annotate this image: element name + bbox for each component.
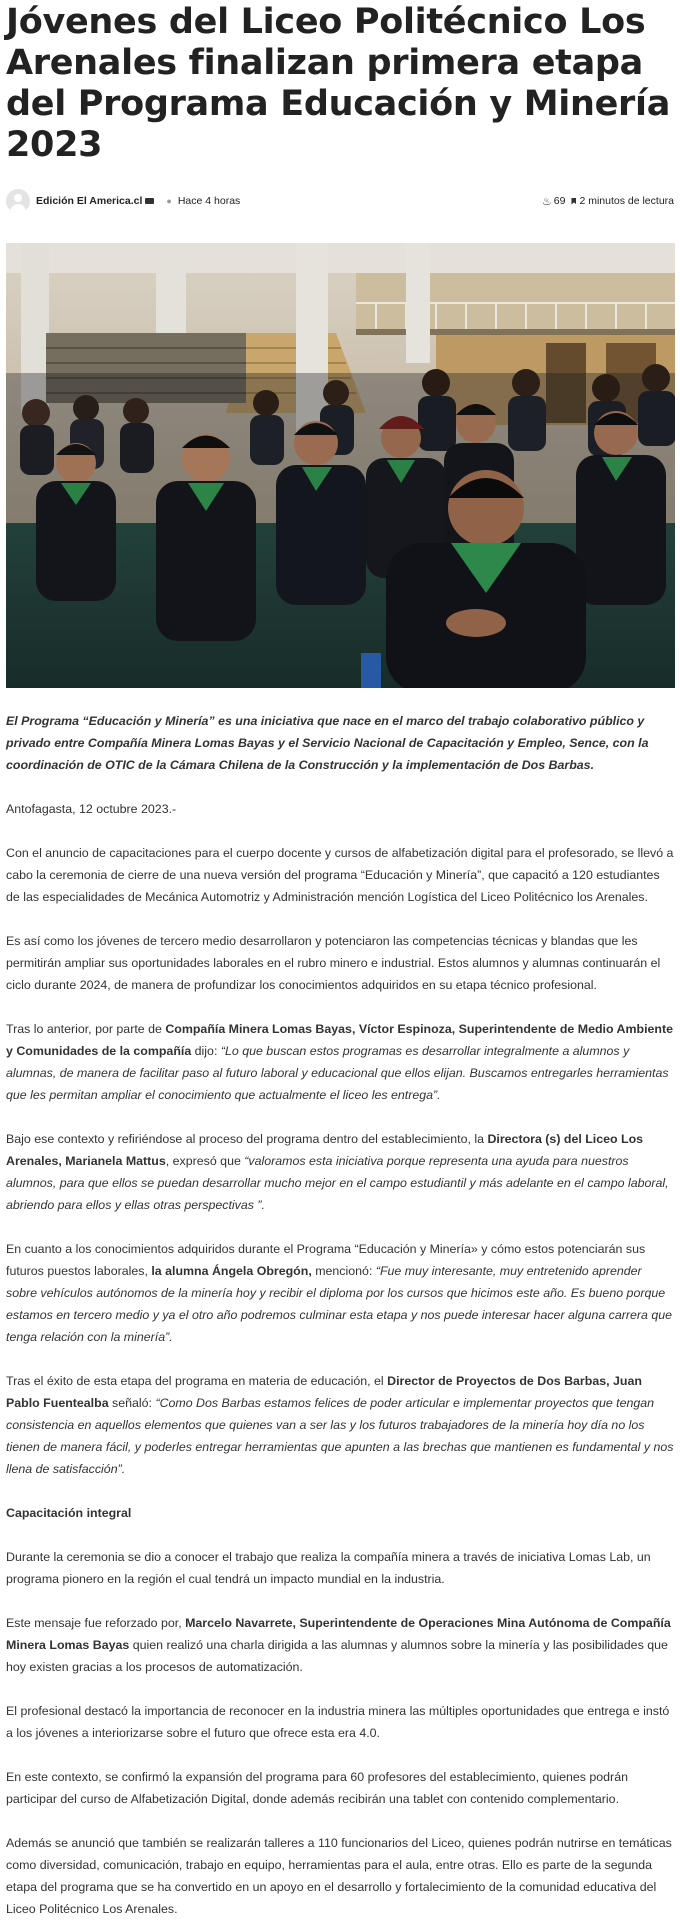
read-time: 2 minutos de lectura xyxy=(579,195,674,207)
text-run: Bajo ese contexto y refiriéndose al proceso del programa dentro del establecimiento, la xyxy=(6,1132,488,1146)
quote-run: “Fue muy interesante, muy entretenido aprender sobre vehículos autónomos de la minería hoy y recibir el diploma por los cursos que hicimos este año. Es bueno porque estamos en tercero medio y ya el otro año podremos culminar esta etapa y nos puede interesar hacer alguna carrera que tenga relación con la minería”. xyxy=(6,1264,673,1344)
hero-photo xyxy=(6,243,675,688)
view-count: 69 xyxy=(553,195,566,207)
paragraph xyxy=(6,1238,674,1348)
bold-run: Marcelo Navarrete, Superintendente de Operaciones Mina Autónoma de Compañía Minera Lomas Bayas xyxy=(6,1616,671,1652)
bold-run: Director de Proyectos de Dos Barbas, Juan Pablo Fuentealba xyxy=(6,1374,642,1410)
paragraph xyxy=(6,1128,674,1216)
article-body xyxy=(6,710,674,1920)
text-run: En cuanto a los conocimientos adquiridos durante el Programa “Educación y Minería» y cómo estos potenciarán sus futuros puestos laborales, xyxy=(6,1242,646,1278)
text-run: quien realizó una charla dirigida a las alumnas y alumnos sobre la minería y las posibilidades que hoy existen gracias a los procesos de automatización. xyxy=(6,1638,668,1674)
paragraph: Es así como los jóvenes de tercero medio desarrollaron y potenciaron las competencias técnicas y blandas que les permitirán ampliar sus oportunidades laborales en el rubro minero e industrial. Estos alumnos y alumnas continuarán el ciclo durante 2024, de manera de profundizar los conocimientos adquiridos en su etapa técnico profesional. xyxy=(6,934,661,992)
text-run: Este mensaje fue reforzado por, xyxy=(6,1616,186,1630)
article-dateline: Antofagasta, 12 octubre 2023.- xyxy=(6,802,177,816)
paragraph: El profesional destacó la importancia de reconocer en la industria minera las múltiples oportunidades que entrega e instó a los jóvenes a interiorizarse sobre el futuro que ofrece esta era 4.0. xyxy=(6,1704,670,1740)
section-subheading: Capacitación integral xyxy=(6,1506,132,1520)
bold-run: Directora (s) del Liceo Los Arenales, Marianela Mattus xyxy=(6,1132,644,1168)
paragraph xyxy=(6,1612,674,1678)
text-run: , expresó que xyxy=(165,1154,245,1168)
flame-icon: ♨ xyxy=(541,195,552,208)
article-title: Jóvenes del Liceo Politécnico Los Arenales finalizan primera etapa del Programa Educación y Minería 2023 xyxy=(6,2,671,165)
author-name[interactable]: Edición El America.cl xyxy=(36,195,143,207)
avatar-body-shape xyxy=(10,204,26,213)
article-lead: El Programa “Educación y Minería” es una iniciativa que nace en el marco del trabajo colaborativo público y privado entre Compañía Minera Lomas Bayas y el Servicio Nacional de Capacitación y Empleo, Sence, con la coordinación de OTIC de la Cámara Chilena de la Construcción y la implementación de Dos Barbas. xyxy=(6,714,649,772)
avatar-head-shape xyxy=(14,194,22,202)
paragraph: Durante la ceremonia se dio a conocer el trabajo que realiza la compañía minera a través de iniciativa Lomas Lab, un programa pionero en la región el cual tendrá un impacto mundial en la industria. xyxy=(6,1550,651,1586)
text-run: Tras lo anterior, por parte de xyxy=(6,1022,166,1036)
bold-run: Compañía Minera Lomas Bayas, Víctor Espinoza, Superintendente de Medio Ambiente y Comunidades de la compañía xyxy=(6,1022,673,1058)
bookmark-icon xyxy=(571,198,576,205)
paragraph: Además se anunció que también se realizarán talleres a 110 funcionarios del Liceo, quienes podrán nutrirse en temáticas como diversidad, comunicación, trabajo en equipo, herramientas para el aula, entre otras. Ello es parte de la segunda etapa del programa que se ha convertido en un apoyo en el desarrollo y fortalecimiento de la comunidad educativa del Liceo Politécnico Los Arenales. xyxy=(6,1836,672,1916)
article-container xyxy=(0,2,680,1920)
text-run: señaló: xyxy=(108,1396,156,1410)
quote-run: “valoramos esta iniciativa porque representa una ayuda para nuestros alumnos, para que ellos se puedan desarrollar mucho mejor en el campo estudiantil y más adelante en el campo laboral, abriendo para ellos y ellas otras perspectivas ”. xyxy=(6,1154,669,1212)
bold-run: la alumna Ángela Obregón, xyxy=(151,1264,312,1278)
text-run: mencionó: xyxy=(311,1264,376,1278)
envelope-icon[interactable] xyxy=(145,198,154,204)
paragraph: En este contexto, se confirmó la expansión del programa para 60 profesores del establecimiento, quienes podrán participar del curso de Alfabetización Digital, donde además recibirán una tablet con contenido complementario. xyxy=(6,1770,628,1806)
text-run: dijo: xyxy=(191,1044,221,1058)
quote-run: “Como Dos Barbas estamos felices de poder articular e implementar proyectos que tengan consistencia en aquellos elementos que quienes van a ser las y los futuros trabajadores de la minería hoy día no los tienen de manera fácil, y poderles entregar herramientas que apunten a las brechas que mantienen es fundamental y nos llena de satisfacción”. xyxy=(6,1396,674,1476)
paragraph xyxy=(6,1370,674,1480)
quote-run: “Lo que buscan estos programas es desarrollar integralmente a alumnos y alumnas, de manera de facilitar paso al futuro laboral y educacional que ellos elijan. Buscamos entregarles herramientas que les permitan ampliar el conocimiento que actualmente el liceo les entrega”. xyxy=(6,1044,669,1102)
paragraph xyxy=(6,1018,674,1106)
article-meta xyxy=(6,188,674,214)
hero-photo-illustration xyxy=(6,243,675,688)
text-run: Tras el éxito de esta etapa del programa en materia de educación, el xyxy=(6,1374,388,1388)
paragraph: Con el anuncio de capacitaciones para el cuerpo docente y cursos de alfabetización digital para el profesorado, se llevó a cabo la ceremonia de cierre de una nueva versión del programa “Educación y Minería”, que capacitó a 120 estudiantes de las especialidades de Mecánica Automotriz y Administración mención Logística del Liceo Politécnico los Arenales. xyxy=(6,846,674,904)
separator-dot: ● xyxy=(166,196,172,206)
author-avatar[interactable] xyxy=(6,189,30,213)
published-time: Hace 4 horas xyxy=(177,195,241,207)
